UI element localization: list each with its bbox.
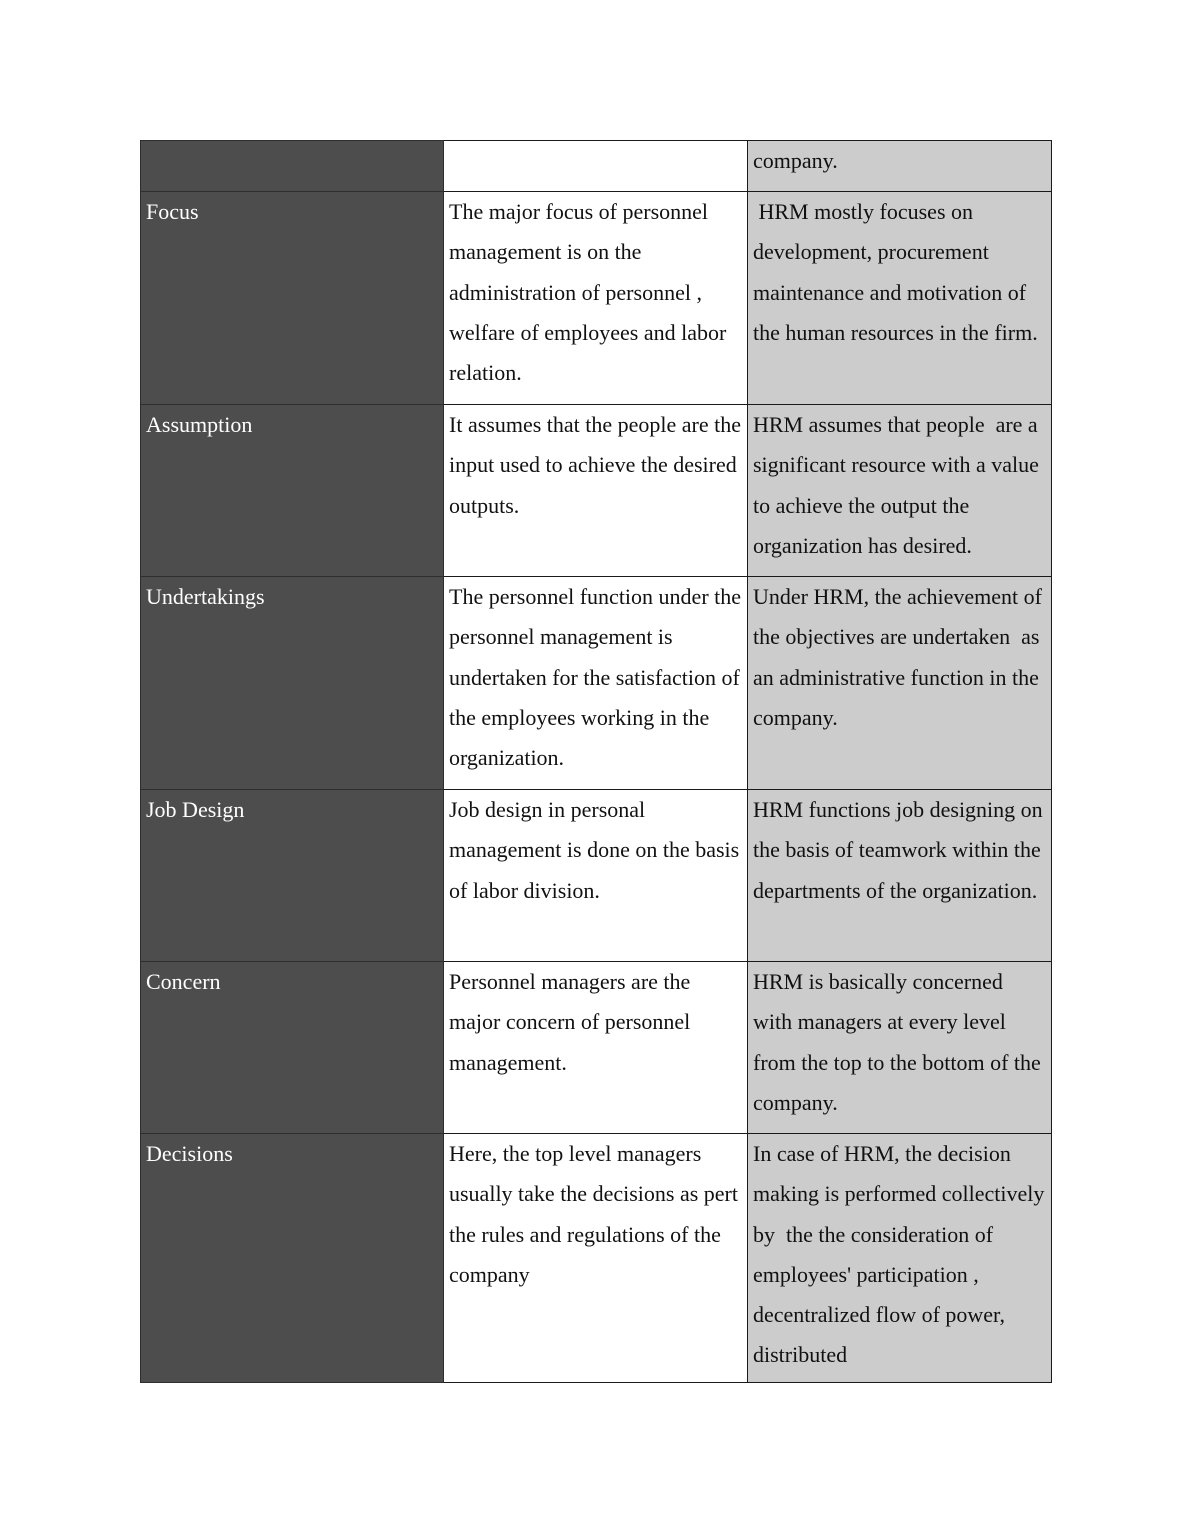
table-row-continuation <box>141 141 1052 192</box>
row-label-cell: Job Design <box>141 790 444 962</box>
table-row-focus <box>141 192 1052 405</box>
personnel-management-cell: Here, the top level managers usually take the decisions as pert the rules and regulations of the company <box>444 1134 748 1383</box>
row-label-cell <box>141 141 444 192</box>
table-row-job-design <box>141 790 1052 962</box>
hrm-cell: company. <box>748 141 1052 192</box>
row-label-cell: Assumption <box>141 405 444 577</box>
personnel-management-cell <box>444 141 748 192</box>
personnel-management-cell: The major focus of personnel management is on the administration of personnel , welfare of employees and labor relation. <box>444 192 748 405</box>
table-row-assumption <box>141 405 1052 577</box>
comparison-table <box>140 140 1052 1383</box>
table-row-undertakings <box>141 577 1052 790</box>
personnel-management-cell: Job design in personal management is done on the basis of labor division. <box>444 790 748 962</box>
personnel-management-cell: The personnel function under the personnel management is undertaken for the satisfaction of the employees working in the organization. <box>444 577 748 790</box>
row-label-cell: Decisions <box>141 1134 444 1383</box>
row-label-cell: Focus <box>141 192 444 405</box>
personnel-management-cell: Personnel managers are the major concern of personnel management. <box>444 962 748 1134</box>
hrm-cell: In case of HRM, the decision making is performed collectively by the the consideration of employees' participation , decentralized flow of power, distributed <box>748 1134 1052 1383</box>
row-label-cell: Concern <box>141 962 444 1134</box>
table-row-decisions <box>141 1134 1052 1383</box>
hrm-cell: Under HRM, the achievement of the objectives are undertaken as an administrative function in the company. <box>748 577 1052 790</box>
personnel-management-cell: It assumes that the people are the input used to achieve the desired outputs. <box>444 405 748 577</box>
hrm-cell: HRM is basically concerned with managers at every level from the top to the bottom of the company. <box>748 962 1052 1134</box>
row-label-cell: Undertakings <box>141 577 444 790</box>
hrm-cell: HRM mostly focuses on development, procurement maintenance and motivation of the human resources in the firm. <box>748 192 1052 405</box>
table-row-concern <box>141 962 1052 1134</box>
hrm-cell: HRM assumes that people are a significant resource with a value to achieve the output the organization has desired. <box>748 405 1052 577</box>
hrm-cell: HRM functions job designing on the basis of teamwork within the departments of the organization. <box>748 790 1052 962</box>
